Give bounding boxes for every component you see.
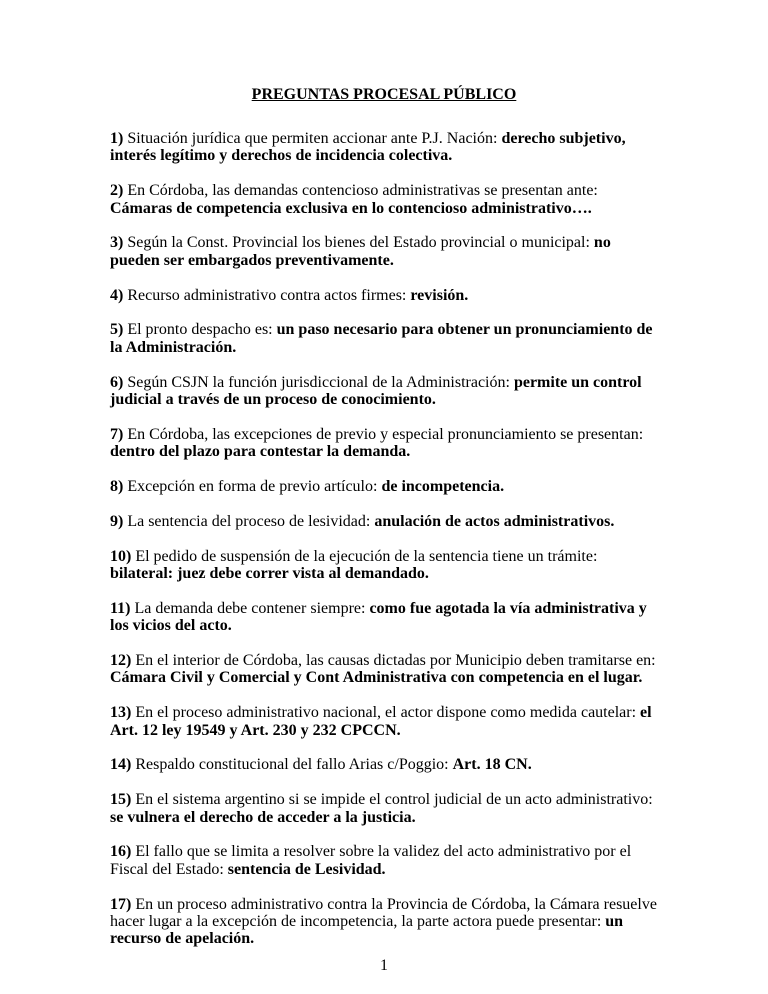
question-text: Según la Const. Provincial los bienes del Estado provincial o municipal: (127, 234, 590, 252)
question-number: 17) (110, 895, 132, 913)
question-item (110, 321, 662, 356)
question-number: 1) (110, 130, 124, 147)
question-item (110, 756, 662, 773)
question-number: 4) (110, 286, 124, 304)
page-number: 1 (380, 957, 388, 974)
answer-text: de incompetencia. (381, 478, 505, 496)
question-text: En un proceso administrativo contra la Provincia de Córdoba, la Cámara resuelve hacer lugar a la excepción de incompetencia, la parte actora puede presentar: (110, 895, 657, 931)
question-number: 8) (110, 478, 124, 496)
question-number: 7) (110, 425, 124, 443)
question-number: 5) (110, 321, 124, 339)
question-text: En el proceso administrativo nacional, el actor dispone como medida cautelar: (135, 704, 637, 722)
answer-text: como fue agotada la vía administrativa y los vicios del acto. (110, 599, 647, 635)
question-number: 13) (110, 704, 132, 722)
answer-text: derecho subjetivo, interés legítimo y derechos de incidencia colectiva. (110, 130, 626, 165)
question-item (110, 896, 662, 948)
question-number: 15) (110, 791, 132, 809)
question-number: 3) (110, 234, 124, 252)
question-text: Según CSJN la función jurisdiccional de la Administración: (127, 373, 510, 391)
answer-text: Art. 18 CN. (452, 756, 532, 774)
question-number: 10) (110, 547, 132, 565)
question-item (110, 287, 662, 304)
question-number: 16) (110, 843, 132, 861)
answer-text: no pueden ser embargados preventivamente. (110, 234, 611, 269)
document-title: PREGUNTAS PROCESAL PÚBLICO (251, 86, 517, 103)
question-text: El pedido de suspensión de la ejecución de la sentencia tiene un trámite: (135, 547, 598, 565)
question-text: Situación jurídica que permiten accionar ante P.J. Nación: (127, 130, 498, 147)
question-item (110, 843, 662, 878)
answer-text: anulación de actos administrativos. (374, 512, 615, 530)
question-text: La demanda debe contener siempre: (134, 599, 366, 617)
question-item (110, 182, 662, 217)
question-item (110, 704, 662, 739)
question-number: 2) (110, 182, 124, 200)
answer-text: bilateral: juez debe correr vista al demandado. (110, 565, 429, 583)
answer-text: sentencia de Lesividad. (227, 860, 386, 878)
question-item (110, 548, 662, 583)
answer-text: se vulnera el derecho de acceder a la justicia. (110, 808, 416, 826)
question-item (110, 130, 662, 165)
question-text: En el sistema argentino si se impide el control judicial de un acto administrativo: (135, 791, 653, 809)
question-text: Excepción en forma de previo artículo: (127, 478, 378, 496)
question-item (110, 652, 662, 687)
answer-text: el Art. 12 ley 19549 y Art. 230 y 232 CPCCN. (110, 704, 652, 739)
answer-text: dentro del plazo para contestar la demanda. (110, 443, 411, 461)
question-text: El fallo que se limita a resolver sobre la validez del acto administrativo por el Fiscal del Estado: (110, 843, 632, 878)
question-number: 12) (110, 652, 132, 670)
question-text: En Córdoba, las demandas contencioso administrativas se presentan ante: (127, 182, 598, 200)
answer-text: permite un control judicial a través de un proceso de conocimiento. (110, 373, 642, 409)
answer-text: Cámaras de competencia exclusiva en lo contencioso administrativo…. (110, 199, 592, 217)
question-text: El pronto despacho es: (127, 321, 273, 339)
question-text: En Córdoba, las excepciones de previo y especial pronunciamiento se presentan: (127, 425, 644, 443)
question-number: 6) (110, 373, 124, 391)
question-text: La sentencia del proceso de lesividad: (127, 512, 371, 530)
answer-text: un recurso de apelación. (110, 913, 624, 948)
question-text: Respaldo constitucional del fallo Arias c/Poggio: (135, 756, 449, 774)
question-number: 14) (110, 756, 132, 774)
question-item (110, 234, 662, 269)
question-item (110, 513, 662, 530)
answer-text: un paso necesario para obtener un pronunciamiento de la Administración. (110, 321, 653, 356)
question-item (110, 374, 662, 409)
question-item (110, 600, 662, 635)
answer-text: Cámara Civil y Comercial y Cont Administrativa con competencia en el lugar. (110, 669, 643, 687)
question-number: 9) (110, 512, 124, 530)
question-text: En el interior de Córdoba, las causas dictadas por Municipio deben tramitarse en: (135, 652, 656, 670)
question-list (110, 130, 662, 965)
question-text: Recurso administrativo contra actos firmes: (127, 286, 407, 304)
answer-text: revisión. (410, 286, 469, 304)
question-number: 11) (110, 599, 131, 617)
question-item (110, 426, 662, 461)
question-item (110, 791, 662, 826)
question-item (110, 478, 662, 495)
